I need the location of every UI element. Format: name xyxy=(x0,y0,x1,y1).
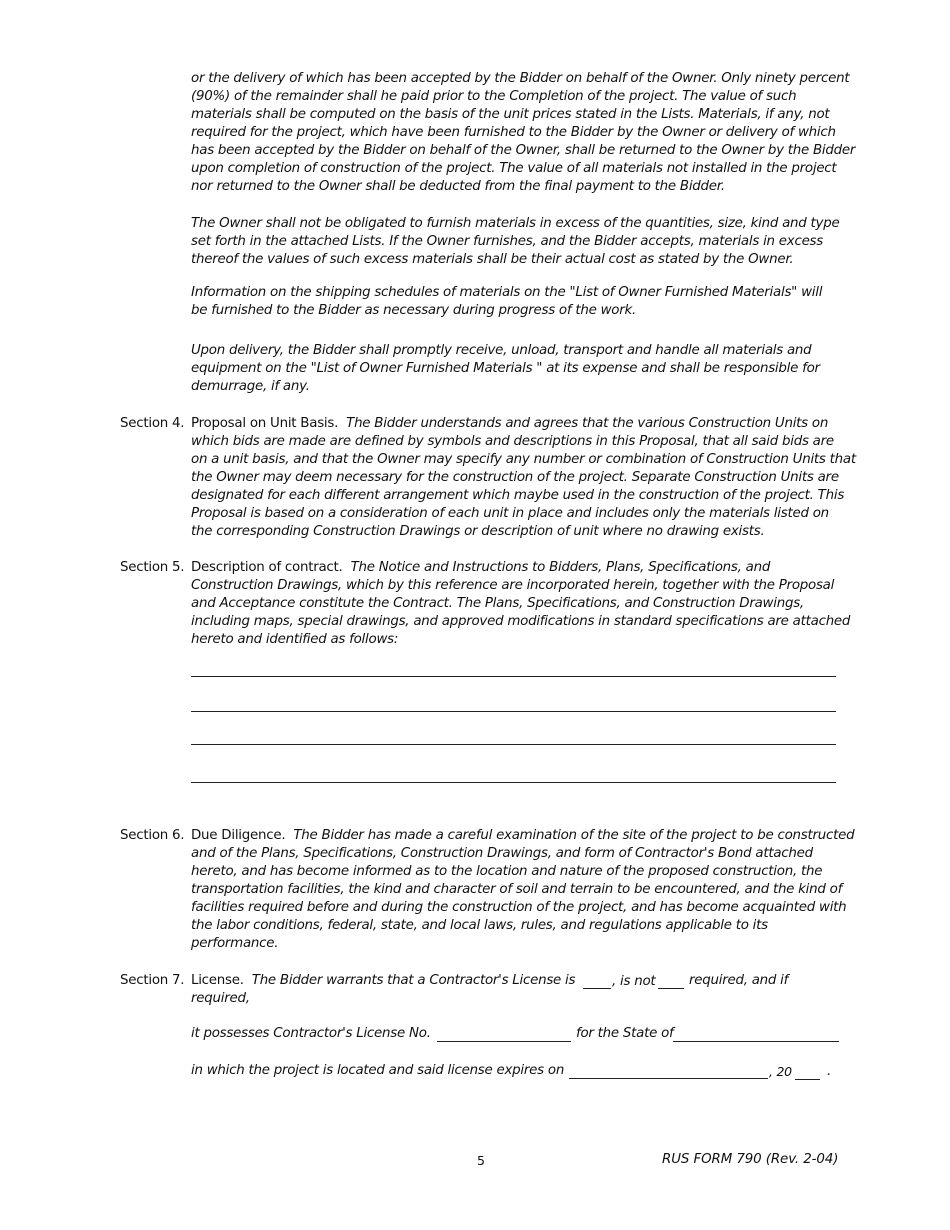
required-and-if-text: required, and if xyxy=(689,973,789,988)
text-line: demurrage, if any. xyxy=(191,379,310,394)
fill-in-line-3[interactable] xyxy=(191,744,836,745)
text-line: on a unit basis, and that the Owner may specify any number or combination of Construction Units that xyxy=(191,452,856,467)
section-5-first-line: The Notice and Instructions to Bidders, Plans, Specifications, and xyxy=(350,560,771,575)
text-line: required for the project, which have been furnished to the Bidder by the Owner or delivery of which xyxy=(191,125,836,140)
paragraph-shipping-schedules xyxy=(191,284,836,320)
fill-in-line-4[interactable] xyxy=(191,782,836,783)
text-line: Construction Drawings, which by this reference are incorporated herein, together with the Proposal xyxy=(191,578,835,593)
text-line: be furnished to the Bidder as necessary during progress of the work. xyxy=(191,303,636,318)
license-number-field[interactable] xyxy=(437,1028,571,1042)
paragraph-delivery xyxy=(191,342,836,396)
page-number: 5 xyxy=(477,1153,485,1168)
section-6-body xyxy=(191,827,855,953)
license-number-label: it possesses Contractor's License No. xyxy=(191,1026,431,1041)
license-required-blank[interactable] xyxy=(583,975,611,989)
text-line: transportation facilities, the kind and character of soil and terrain to be encountered, and the kind of xyxy=(191,882,843,897)
text-line: equipment on the "List of Owner Furnished Materials " at its expense and shall be responsible for xyxy=(191,361,820,376)
text-line: which bids are made are defined by symbols and descriptions in this Proposal, that all said bids are xyxy=(191,434,834,449)
is-not-text: , is not xyxy=(612,974,656,989)
text-line xyxy=(191,415,836,433)
license-not-required-blank[interactable] xyxy=(658,975,684,989)
license-statement: The Bidder warrants that a Contractor's License is xyxy=(251,973,576,988)
text-line: performance. xyxy=(191,936,279,951)
text-line: Proposal is based on a consideration of each unit in place and includes only the materials listed on xyxy=(191,506,829,521)
text-line: has been accepted by the Bidder on behalf of the Owner, shall be returned to the Owner by the Bidder xyxy=(191,143,856,158)
text-line: Information on the shipping schedules of materials on the "List of Owner Furnished Materials" will xyxy=(191,285,823,300)
section-6-first-line: The Bidder has made a careful examination of the site of the project to be constructed xyxy=(293,828,855,843)
section-5-body xyxy=(191,559,851,649)
section-6-heading: Due Diligence. xyxy=(191,828,286,843)
form-identifier: RUS FORM 790 (Rev. 2-04) xyxy=(662,1152,839,1167)
text-line: Upon delivery, the Bidder shall promptly receive, unload, transport and handle all materials and xyxy=(191,343,812,358)
expiration-year-field[interactable] xyxy=(795,1066,820,1080)
text-line: including maps, special drawings, and approved modifications in standard specifications are attached xyxy=(191,614,851,629)
section-4-first-line: The Bidder understands and agrees that the various Construction Units on xyxy=(346,416,829,431)
text-line: thereof the values of such excess materials shall be their actual cost as stated by the Owner. xyxy=(191,252,794,267)
text-line: or the delivery of which has been accepted by the Bidder on behalf of the Owner. Only ninety percent xyxy=(191,71,850,86)
state-label: for the State of xyxy=(576,1026,674,1041)
text-line: the Owner may deem necessary for the construction of the project. Separate Construction Units are xyxy=(191,470,839,485)
text-line xyxy=(191,559,836,577)
text-line: the corresponding Construction Drawings or description of unit where no drawing exists. xyxy=(191,524,765,539)
text-line: hereto and identified as follows: xyxy=(191,632,399,647)
expiration-date-field[interactable] xyxy=(569,1065,768,1079)
fill-in-line-2[interactable] xyxy=(191,711,836,712)
text-line: set forth in the attached Lists. If the Owner furnishes, and the Bidder accepts, materials in excess xyxy=(191,234,824,249)
section-4-body xyxy=(191,415,856,541)
text-line: and of the Plans, Specifications, Construction Drawings, and form of Contractor's Bond attached xyxy=(191,846,813,861)
text-line: materials shall be computed on the basis of the unit prices stated in the Lists. Materials, if any, not xyxy=(191,107,830,122)
text-line xyxy=(191,827,855,845)
text-line: the labor conditions, federal, state, and local laws, rules, and regulations applicable to its xyxy=(191,918,768,933)
section-7-heading: License. xyxy=(191,973,244,988)
paragraph-materials-payment xyxy=(191,70,856,196)
text-line: hereto, and has become informed as to the location and nature of the proposed construction, the xyxy=(191,864,823,879)
section-5-label: Section 5. xyxy=(120,560,185,575)
section-4-heading: Proposal on Unit Basis. xyxy=(191,416,339,431)
paragraph-excess-materials xyxy=(191,215,840,269)
fill-in-line-1[interactable] xyxy=(191,676,836,677)
text-line: nor returned to the Owner shall be deducted from the final payment to the Bidder. xyxy=(191,179,725,194)
year-prefix: , 20 xyxy=(769,1064,792,1079)
text-line: (90%) of the remainder shall he paid prior to the Completion of the project. The value of such xyxy=(191,89,797,104)
period-text: . xyxy=(827,1064,832,1079)
expiration-label: in which the project is located and said license expires on xyxy=(191,1063,565,1078)
section-6-label: Section 6. xyxy=(120,828,185,843)
text-line: and Acceptance constitute the Contract. The Plans, Specifications, and Construction Drawings, xyxy=(191,596,804,611)
section-7-line-1 xyxy=(191,972,575,990)
section-4-label: Section 4. xyxy=(120,416,185,431)
text-line: designated for each different arrangement which maybe used in the construction of the project. This xyxy=(191,488,845,503)
section-5-heading: Description of contract. xyxy=(191,560,343,575)
section-7-label: Section 7. xyxy=(120,973,185,988)
required-text: required, xyxy=(191,991,250,1006)
text-line: facilities required before and during the construction of the project, and has become acquainted with xyxy=(191,900,847,915)
text-line: upon completion of construction of the project. The value of all materials not installed in the project xyxy=(191,161,837,176)
state-field[interactable] xyxy=(673,1028,839,1042)
text-line: The Owner shall not be obligated to furnish materials in excess of the quantities, size, kind and type xyxy=(191,216,840,231)
